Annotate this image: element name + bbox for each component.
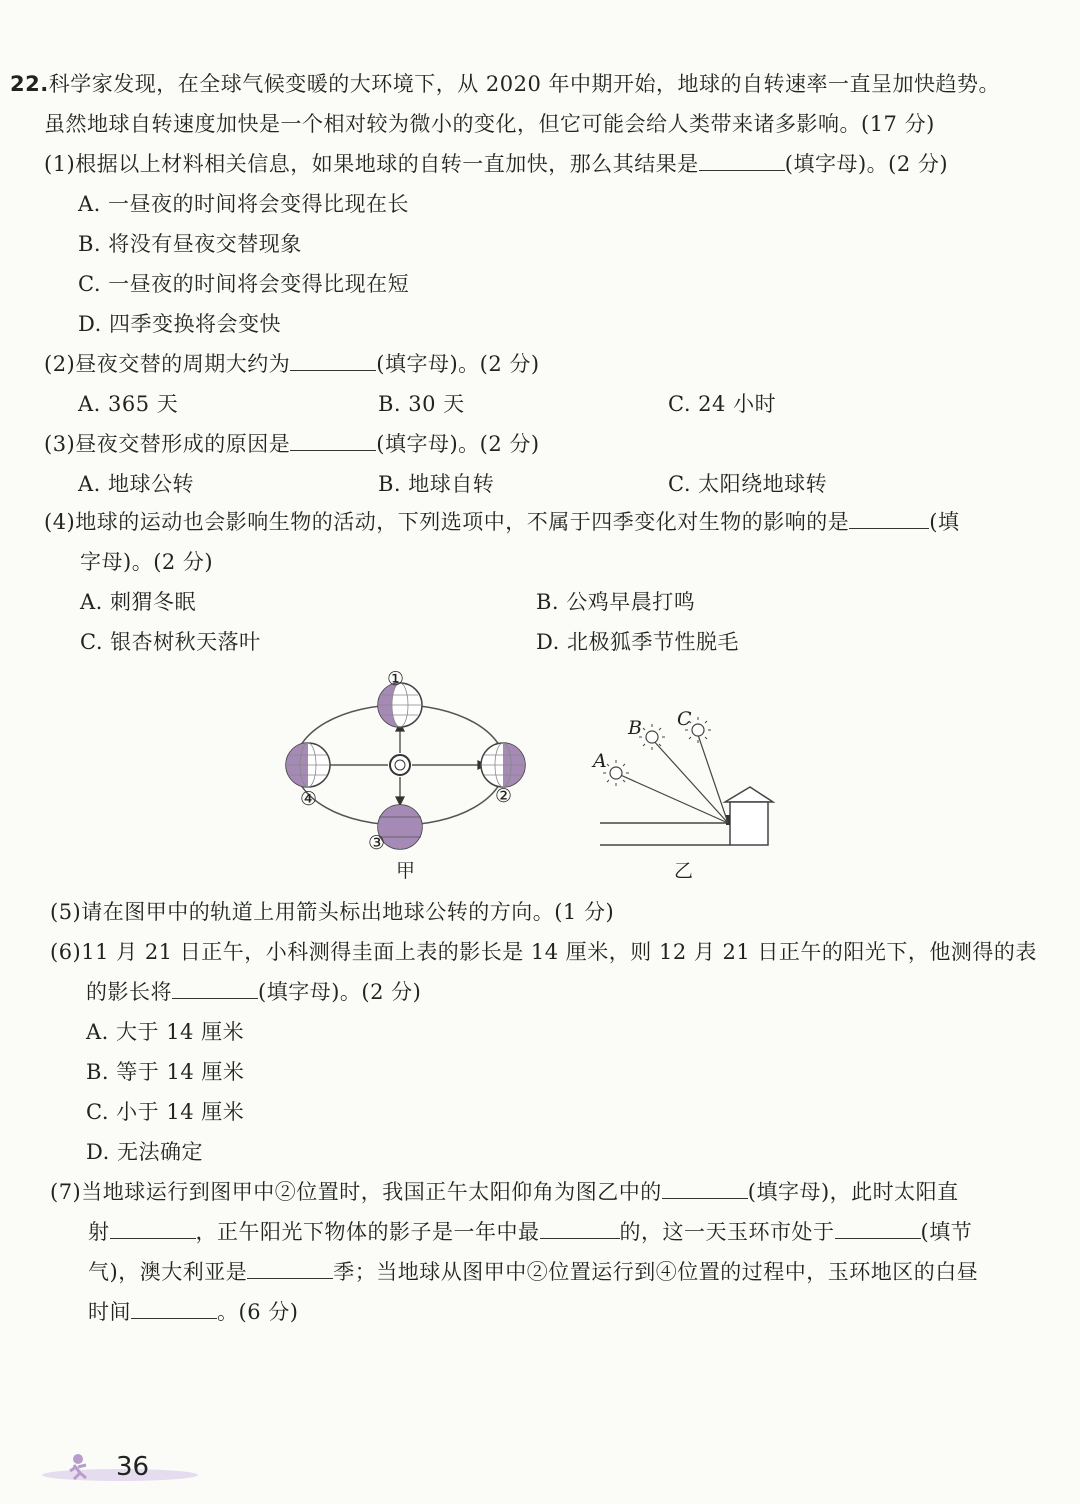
p7-blank-1[interactable] xyxy=(662,1178,748,1199)
figure-jia-caption: 甲 xyxy=(396,860,416,882)
p3-option-c: C. 太阳绕地球转 xyxy=(668,472,828,496)
p4-option-a: A. 刺猬冬眠 xyxy=(80,590,197,614)
p7-blank-6[interactable] xyxy=(131,1298,217,1319)
p7-blank-4[interactable] xyxy=(835,1218,921,1239)
sun-label-b: B xyxy=(628,717,642,739)
p6-option-a: A. 大于 14 厘米 xyxy=(86,1020,245,1044)
p2-answer-blank[interactable] xyxy=(290,350,376,371)
p2-stem xyxy=(44,350,540,378)
p1-answer-blank[interactable] xyxy=(699,150,785,171)
p4-answer-blank[interactable] xyxy=(849,508,929,529)
house-wall xyxy=(730,802,768,845)
p6-option-c: C. 小于 14 厘米 xyxy=(86,1100,245,1124)
p1-option-d: D. 四季变换将会变快 xyxy=(78,312,281,336)
sun-label-a: A xyxy=(593,750,607,772)
p6-option-d: D. 无法确定 xyxy=(86,1140,203,1164)
p7-text-6: (填节 xyxy=(920,1220,973,1244)
q22-intro-line1 xyxy=(10,70,1000,98)
p7-text-3: 射 xyxy=(88,1220,110,1244)
p3-stem-text: (3)昼夜交替形成的原因是 xyxy=(44,432,291,456)
house-roof xyxy=(725,787,773,802)
p3-option-a: A. 地球公转 xyxy=(78,472,195,496)
p2-stem-suffix: (填字母)。(2 分) xyxy=(376,352,540,376)
p7-blank-2[interactable] xyxy=(110,1218,196,1239)
p1-stem-suffix: (填字母)。(2 分) xyxy=(784,152,949,176)
p2-option-c: C. 24 小时 xyxy=(668,392,777,416)
page-number: 36 xyxy=(116,1452,150,1482)
p7-text-7: 气)，澳大利亚是 xyxy=(88,1260,248,1284)
p1-stem xyxy=(44,150,948,178)
p4-stem-continued: 字母)。(2 分) xyxy=(80,550,214,574)
p7-text-5: 的，这一天玉环市处于 xyxy=(619,1220,835,1244)
p6-option-b: B. 等于 14 厘米 xyxy=(86,1060,245,1084)
question-number: 22. xyxy=(10,72,49,96)
p3-option-b: B. 地球自转 xyxy=(378,472,495,496)
position-label-1: ① xyxy=(387,668,405,690)
earth-position-4 xyxy=(286,743,330,787)
sun-b-icon xyxy=(646,731,658,743)
intro-text-1: 科学家发现，在全球气候变暖的大环境下，从 2020 年中期开始，地球的自转速率一直呈加快趋势。 xyxy=(48,72,1000,96)
p7-line1 xyxy=(50,1178,959,1206)
position-label-4: ④ xyxy=(300,788,318,810)
sun-c-icon xyxy=(692,724,704,736)
p7-text-8: 季；当地球从图甲中②位置运行到④位置的过程中，玉环地区的白昼 xyxy=(333,1260,979,1284)
p1-stem-text: (1)根据以上材料相关信息，如果地球的自转一直加快，那么其结果是 xyxy=(44,152,699,176)
p4-stem xyxy=(44,508,959,536)
p7-text-1: (7)当地球运行到图甲中②位置时，我国正午太阳仰角为图乙中的 xyxy=(50,1180,662,1204)
p1-option-a: A. 一昼夜的时间将会变得比现在长 xyxy=(78,192,410,216)
p7-text-10: 。(6 分) xyxy=(217,1300,299,1324)
p7-blank-5[interactable] xyxy=(247,1258,333,1279)
p6-stem-line2 xyxy=(86,978,421,1006)
p4-stem-text: (4)地球的运动也会影响生物的活动，下列选项中，不属于四季变化对生物的影响的是 xyxy=(44,510,850,534)
sun-a-icon xyxy=(610,767,622,779)
p7-line4 xyxy=(88,1298,298,1326)
figure-yi-caption: 乙 xyxy=(674,860,694,882)
p2-option-a: A. 365 天 xyxy=(78,392,179,416)
p7-blank-3[interactable] xyxy=(540,1218,620,1239)
p6-stem-text: 的影长将 xyxy=(86,980,172,1004)
p2-option-b: B. 30 天 xyxy=(378,392,465,416)
p6-answer-blank[interactable] xyxy=(172,978,258,999)
sun-label-c: C xyxy=(677,708,692,730)
p3-stem-suffix: (填字母)。(2 分) xyxy=(376,432,540,456)
p4-option-c: C. 银杏树秋天落叶 xyxy=(80,630,261,654)
sun-icon xyxy=(390,755,410,775)
p3-stem xyxy=(44,430,540,458)
earth-position-2 xyxy=(481,743,525,787)
p5-stem: (5)请在图甲中的轨道上用箭头标出地球公转的方向。(1 分) xyxy=(50,900,615,924)
p1-option-c: C. 一昼夜的时间将会变得比现在短 xyxy=(78,272,410,296)
p7-text-4: ，正午阳光下物体的影子是一年中最 xyxy=(195,1220,540,1244)
q22-intro-line2: 虽然地球自转速度加快是一个相对较为微小的变化，但它可能会给人类带来诸多影响。(17 分) xyxy=(44,112,935,136)
p6-stem-suffix: (填字母)。(2 分) xyxy=(258,980,422,1004)
p6-stem-line1: (6)11 月 21 日正午，小科测得圭面上表的影长是 14 厘米，则 12 月 21 日正午的阳光下，他测得的表 xyxy=(50,940,1037,964)
position-label-2: ② xyxy=(495,785,513,807)
p7-text-9: 时间 xyxy=(88,1300,131,1324)
p7-text-2: (填字母)，此时太阳直 xyxy=(747,1180,959,1204)
p4-option-d: D. 北极狐季节性脱毛 xyxy=(536,630,739,654)
runner-icon xyxy=(73,1454,83,1464)
p7-line3 xyxy=(88,1258,978,1286)
p4-stem-suffix: (填 xyxy=(929,510,960,534)
p3-answer-blank[interactable] xyxy=(290,430,376,451)
position-label-3: ③ xyxy=(368,832,386,854)
earth-orbit-diagram xyxy=(278,665,538,885)
p1-option-b: B. 将没有昼夜交替现象 xyxy=(78,232,302,256)
p4-option-b: B. 公鸡早晨打鸣 xyxy=(536,590,696,614)
p7-line2 xyxy=(88,1218,972,1246)
p2-stem-text: (2)昼夜交替的周期大约为 xyxy=(44,352,291,376)
